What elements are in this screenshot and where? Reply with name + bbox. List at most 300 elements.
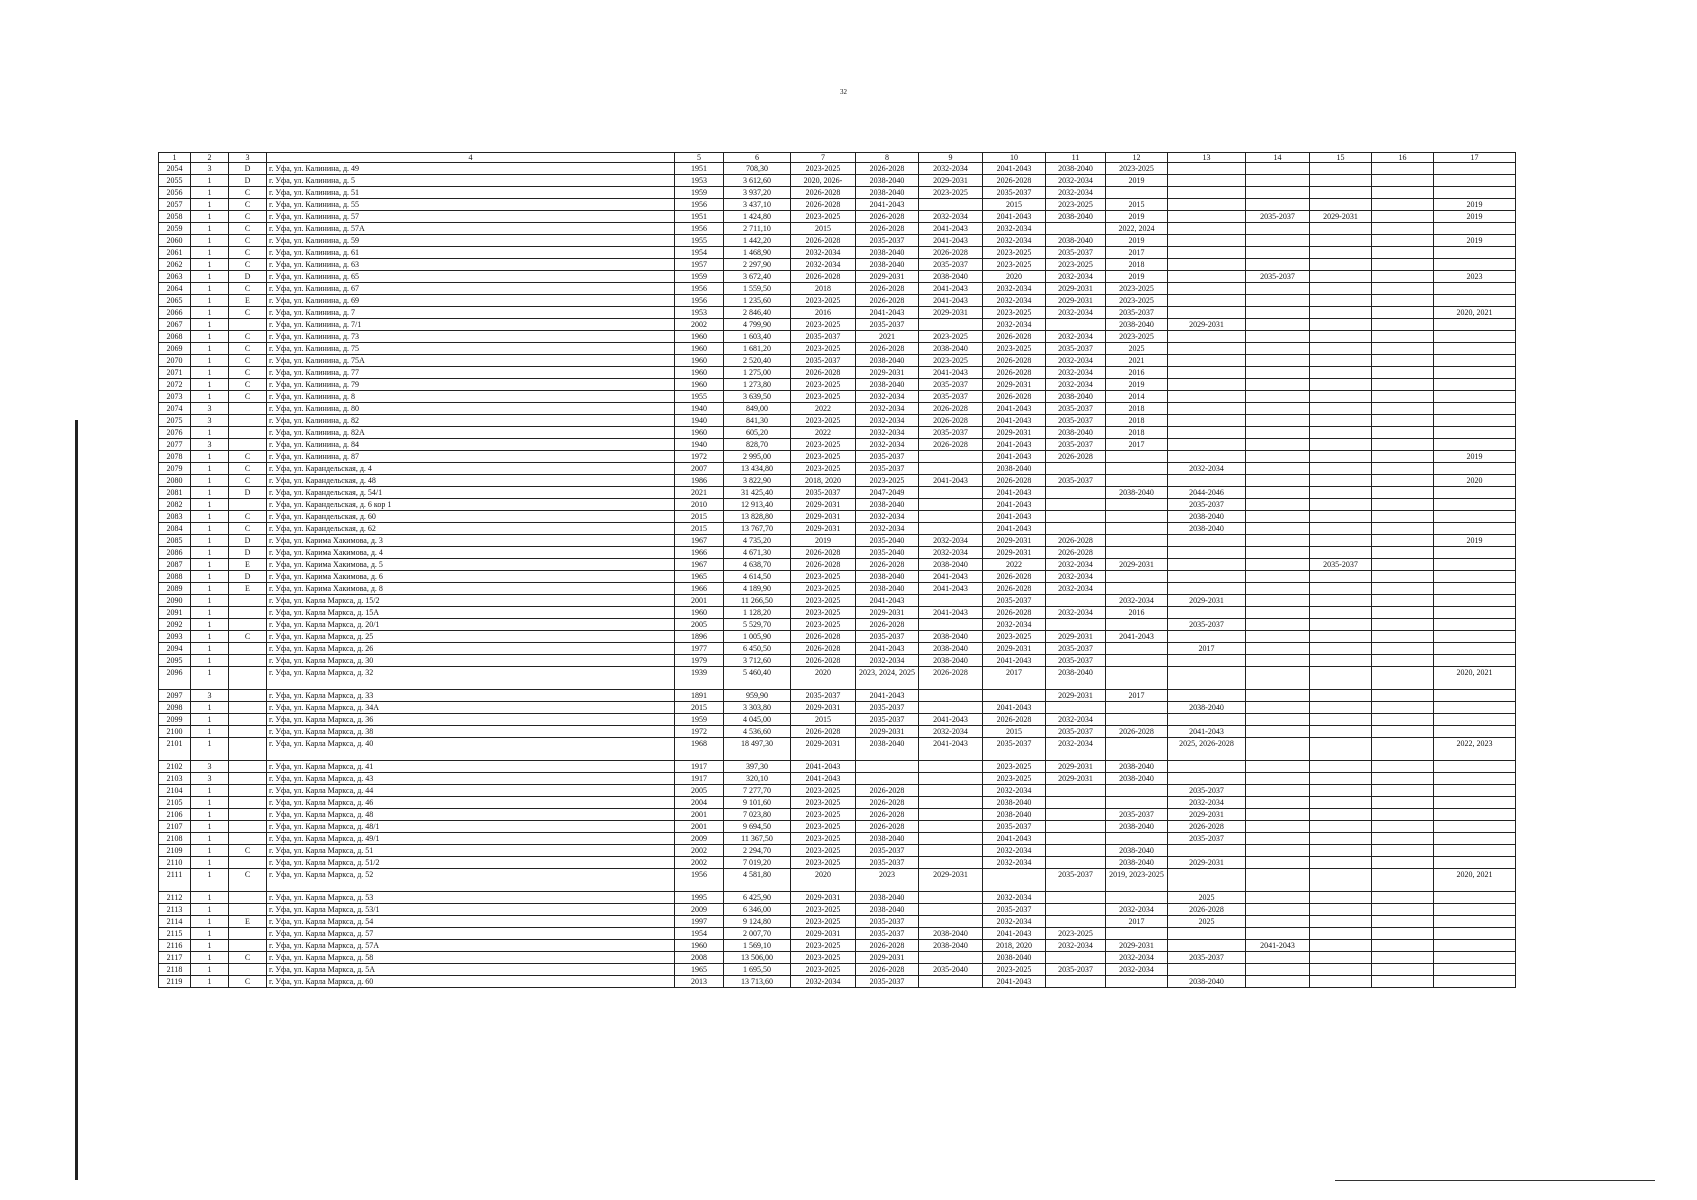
table-cell bbox=[1310, 223, 1372, 235]
table-cell bbox=[1372, 259, 1434, 271]
table-row bbox=[159, 797, 1516, 809]
table-cell bbox=[1372, 451, 1434, 463]
address-cell: г. Уфа, ул. Карла Маркса, д. 38 bbox=[267, 726, 675, 738]
table-cell bbox=[1310, 391, 1372, 403]
table-cell: D bbox=[229, 271, 267, 283]
table-cell bbox=[1046, 523, 1106, 535]
table-cell bbox=[1168, 331, 1246, 343]
table-cell bbox=[1310, 451, 1372, 463]
table-cell: 2035-2037 bbox=[1246, 211, 1310, 223]
table-cell bbox=[1246, 499, 1310, 511]
table-cell bbox=[1310, 785, 1372, 797]
table-cell bbox=[1434, 583, 1516, 595]
table-cell: 2038-2040 bbox=[856, 583, 919, 595]
table-cell: 2041-2043 bbox=[919, 714, 983, 726]
table-cell bbox=[1246, 475, 1310, 487]
table-cell: 2029-2031 bbox=[1310, 211, 1372, 223]
table-row bbox=[159, 643, 1516, 655]
table-cell: 1995 bbox=[675, 892, 724, 904]
table-cell bbox=[1372, 499, 1434, 511]
table-cell bbox=[1246, 619, 1310, 631]
address-cell: г. Уфа, ул. Карима Хакимова, д. 6 bbox=[267, 571, 675, 583]
table-cell: 2094 bbox=[159, 643, 191, 655]
table-cell: 1 005,90 bbox=[724, 631, 791, 643]
table-cell: 2035-2037 bbox=[919, 427, 983, 439]
table-cell: 708,30 bbox=[724, 163, 791, 175]
table-cell: 1959 bbox=[675, 187, 724, 199]
column-number-header: 16 bbox=[1372, 153, 1434, 163]
table-cell: 2004 bbox=[675, 797, 724, 809]
table-cell bbox=[229, 809, 267, 821]
table-cell bbox=[919, 809, 983, 821]
table-row bbox=[159, 271, 1516, 283]
table-cell bbox=[919, 857, 983, 869]
address-cell: г. Уфа, ул. Калинина, д. 67 bbox=[267, 283, 675, 295]
table-cell: 2038-2040 bbox=[1168, 523, 1246, 535]
table-cell: C bbox=[229, 355, 267, 367]
table-cell bbox=[1246, 857, 1310, 869]
table-cell bbox=[1310, 857, 1372, 869]
table-cell bbox=[1434, 892, 1516, 904]
table-cell bbox=[1168, 163, 1246, 175]
table-cell: 1 bbox=[191, 571, 229, 583]
address-cell: г. Уфа, ул. Карла Маркса, д. 41 bbox=[267, 761, 675, 773]
table-cell bbox=[919, 595, 983, 607]
table-cell: 2032-2034 bbox=[983, 619, 1046, 631]
table-cell bbox=[1310, 487, 1372, 499]
table-row bbox=[159, 761, 1516, 773]
table-cell: 2032-2034 bbox=[1046, 714, 1106, 726]
table-cell bbox=[1106, 475, 1168, 487]
table-cell bbox=[1372, 391, 1434, 403]
table-cell: 2032-2034 bbox=[856, 403, 919, 415]
table-cell: 2087 bbox=[159, 559, 191, 571]
table-cell bbox=[1246, 427, 1310, 439]
table-cell: 3 639,50 bbox=[724, 391, 791, 403]
table-cell: 2041-2043 bbox=[983, 976, 1046, 988]
table-cell: 1 bbox=[191, 535, 229, 547]
table-cell bbox=[1046, 463, 1106, 475]
table-cell: 2032-2034 bbox=[983, 223, 1046, 235]
table-cell: D bbox=[229, 487, 267, 499]
table-cell: 2017 bbox=[1106, 247, 1168, 259]
table-cell: 2105 bbox=[159, 797, 191, 809]
table-row bbox=[159, 427, 1516, 439]
table-cell bbox=[1434, 976, 1516, 988]
table-cell bbox=[1310, 869, 1372, 892]
table-cell: 1 bbox=[191, 499, 229, 511]
table-cell: 2079 bbox=[159, 463, 191, 475]
table-cell bbox=[1046, 702, 1106, 714]
table-cell: 2019 bbox=[1434, 199, 1516, 211]
table-cell bbox=[1372, 523, 1434, 535]
table-cell bbox=[1246, 667, 1310, 690]
table-row bbox=[159, 331, 1516, 343]
table-cell: 2035-2037 bbox=[791, 690, 856, 702]
table-cell: 2014 bbox=[1106, 391, 1168, 403]
column-number-header: 4 bbox=[267, 153, 675, 163]
table-cell: 2021 bbox=[856, 331, 919, 343]
table-cell: 2084 bbox=[159, 523, 191, 535]
table-cell bbox=[229, 904, 267, 916]
table-cell: 2018, 2020 bbox=[983, 940, 1046, 952]
table-cell bbox=[1106, 547, 1168, 559]
table-cell: 2035-2037 bbox=[791, 355, 856, 367]
table-cell bbox=[1246, 916, 1310, 928]
table-cell bbox=[919, 892, 983, 904]
table-cell: 2009 bbox=[675, 904, 724, 916]
table-cell bbox=[1372, 211, 1434, 223]
table-cell bbox=[1168, 175, 1246, 187]
table-cell: 2038-2040 bbox=[856, 379, 919, 391]
table-cell: 2035-2037 bbox=[983, 187, 1046, 199]
table-cell bbox=[1372, 511, 1434, 523]
table-cell bbox=[1434, 163, 1516, 175]
table-row bbox=[159, 211, 1516, 223]
table-cell: 2017 bbox=[1168, 643, 1246, 655]
table-cell bbox=[1246, 547, 1310, 559]
table-cell: 1 bbox=[191, 655, 229, 667]
table-cell: 2019 bbox=[791, 535, 856, 547]
table-cell: 1 bbox=[191, 631, 229, 643]
table-cell: 2035-2037 bbox=[1168, 952, 1246, 964]
table-cell: 2086 bbox=[159, 547, 191, 559]
table-cell: 2002 bbox=[675, 857, 724, 869]
table-cell: 7 019,20 bbox=[724, 857, 791, 869]
table-cell bbox=[1310, 331, 1372, 343]
table-cell: 2023-2025 bbox=[791, 319, 856, 331]
table-cell bbox=[919, 319, 983, 331]
table-cell: 2038-2040 bbox=[919, 655, 983, 667]
table-cell: 2038-2040 bbox=[856, 892, 919, 904]
table-cell: C bbox=[229, 367, 267, 379]
table-cell bbox=[1310, 247, 1372, 259]
table-cell: 2026-2028 bbox=[983, 175, 1046, 187]
table-cell: 397,30 bbox=[724, 761, 791, 773]
address-cell: г. Уфа, ул. Карандельская, д. 62 bbox=[267, 523, 675, 535]
table-cell: 2038-2040 bbox=[1168, 511, 1246, 523]
table-cell bbox=[1372, 283, 1434, 295]
address-cell: г. Уфа, ул. Калинина, д. 55 bbox=[267, 199, 675, 211]
table-cell bbox=[1372, 415, 1434, 427]
table-cell bbox=[1434, 821, 1516, 833]
table-cell bbox=[1310, 523, 1372, 535]
table-cell bbox=[1310, 631, 1372, 643]
table-cell: 2026-2028 bbox=[1046, 451, 1106, 463]
table-cell: 2035-2037 bbox=[1046, 247, 1106, 259]
table-cell: 2035-2040 bbox=[856, 535, 919, 547]
table-cell: 2038-2040 bbox=[1168, 976, 1246, 988]
table-cell: 2023 bbox=[1434, 271, 1516, 283]
table-cell: 2029-2031 bbox=[919, 869, 983, 892]
table-cell bbox=[1372, 785, 1434, 797]
table-cell: 4 045,00 bbox=[724, 714, 791, 726]
table-cell: 2035-2037 bbox=[1046, 643, 1106, 655]
table-cell: 1957 bbox=[675, 259, 724, 271]
table-cell bbox=[1434, 559, 1516, 571]
table-cell: 2038-2040 bbox=[983, 809, 1046, 821]
address-cell: г. Уфа, ул. Калинина, д. 65 bbox=[267, 271, 675, 283]
table-cell bbox=[1372, 595, 1434, 607]
table-row bbox=[159, 259, 1516, 271]
table-cell: 2032-2034 bbox=[1046, 271, 1106, 283]
table-cell bbox=[1372, 271, 1434, 283]
table-cell: 2118 bbox=[159, 964, 191, 976]
address-cell: г. Уфа, ул. Карандельская, д. 54/1 bbox=[267, 487, 675, 499]
table-cell bbox=[1310, 535, 1372, 547]
table-row bbox=[159, 631, 1516, 643]
table-cell: C bbox=[229, 187, 267, 199]
table-cell: 1953 bbox=[675, 307, 724, 319]
table-cell: 2016 bbox=[1106, 607, 1168, 619]
table-cell: 2026-2028 bbox=[791, 199, 856, 211]
table-cell bbox=[1310, 403, 1372, 415]
table-cell: 1 bbox=[191, 523, 229, 535]
table-cell: 2 007,70 bbox=[724, 928, 791, 940]
table-cell: 2029-2031 bbox=[856, 271, 919, 283]
table-cell: 1972 bbox=[675, 451, 724, 463]
table-cell bbox=[1434, 379, 1516, 391]
table-cell: 1 bbox=[191, 295, 229, 307]
table-cell bbox=[1246, 415, 1310, 427]
table-cell: 1 bbox=[191, 869, 229, 892]
table-row bbox=[159, 976, 1516, 988]
table-cell bbox=[1310, 655, 1372, 667]
table-cell bbox=[1246, 343, 1310, 355]
address-cell: г. Уфа, ул. Карима Хакимова, д. 8 bbox=[267, 583, 675, 595]
table-cell bbox=[1372, 738, 1434, 761]
address-cell: г. Уфа, ул. Калинина, д. 73 bbox=[267, 331, 675, 343]
table-cell: 3 bbox=[191, 163, 229, 175]
table-cell bbox=[1434, 845, 1516, 857]
table-cell: 2029-2031 bbox=[1168, 319, 1246, 331]
table-row bbox=[159, 451, 1516, 463]
table-cell bbox=[1168, 761, 1246, 773]
table-cell bbox=[1246, 355, 1310, 367]
table-cell: 1 bbox=[191, 223, 229, 235]
table-row bbox=[159, 964, 1516, 976]
table-cell bbox=[1372, 571, 1434, 583]
table-cell bbox=[1168, 427, 1246, 439]
table-cell bbox=[1372, 187, 1434, 199]
table-cell: 2029-2031 bbox=[791, 499, 856, 511]
table-cell bbox=[229, 964, 267, 976]
table-row bbox=[159, 702, 1516, 714]
table-cell: 1966 bbox=[675, 583, 724, 595]
table-cell: C bbox=[229, 199, 267, 211]
table-cell: 2035-2037 bbox=[856, 976, 919, 988]
table-cell bbox=[1372, 247, 1434, 259]
table-cell: 2041-2043 bbox=[856, 595, 919, 607]
table-cell: 3 303,80 bbox=[724, 702, 791, 714]
table-cell: 2023-2025 bbox=[983, 631, 1046, 643]
table-cell: 2029-2031 bbox=[1106, 559, 1168, 571]
table-cell: 2038-2040 bbox=[983, 952, 1046, 964]
table-cell: D bbox=[229, 163, 267, 175]
table-cell: 2110 bbox=[159, 857, 191, 869]
table-cell bbox=[229, 415, 267, 427]
table-cell bbox=[1246, 367, 1310, 379]
table-row bbox=[159, 655, 1516, 667]
table-cell: 9 101,60 bbox=[724, 797, 791, 809]
table-row bbox=[159, 439, 1516, 451]
table-cell bbox=[1434, 403, 1516, 415]
address-cell: г. Уфа, ул. Карима Хакимова, д. 3 bbox=[267, 535, 675, 547]
table-cell: 2023-2025 bbox=[791, 451, 856, 463]
table-cell: 2023-2025 bbox=[983, 247, 1046, 259]
table-cell bbox=[1434, 702, 1516, 714]
table-cell: 2038-2040 bbox=[919, 271, 983, 283]
table-cell: 2032-2034 bbox=[1046, 607, 1106, 619]
table-cell: 2057 bbox=[159, 199, 191, 211]
table-cell: 2001 bbox=[675, 821, 724, 833]
table-cell bbox=[1434, 427, 1516, 439]
table-cell: D bbox=[229, 175, 267, 187]
table-cell bbox=[1372, 702, 1434, 714]
table-cell: 2065 bbox=[159, 295, 191, 307]
table-cell: 2041-2043 bbox=[919, 571, 983, 583]
table-cell: 2029-2031 bbox=[983, 643, 1046, 655]
table-cell: 2026-2028 bbox=[791, 726, 856, 738]
table-cell: 2 846,40 bbox=[724, 307, 791, 319]
table-cell: 1 603,40 bbox=[724, 331, 791, 343]
table-cell: 959,90 bbox=[724, 690, 791, 702]
table-cell bbox=[1372, 547, 1434, 559]
table-cell: 2023-2025 bbox=[791, 463, 856, 475]
table-cell bbox=[1310, 367, 1372, 379]
table-cell bbox=[1310, 439, 1372, 451]
address-cell: г. Уфа, ул. Карла Маркса, д. 26 bbox=[267, 643, 675, 655]
table-cell: 1940 bbox=[675, 403, 724, 415]
table-cell: 2023-2025 bbox=[791, 797, 856, 809]
address-cell: г. Уфа, ул. Карла Маркса, д. 44 bbox=[267, 785, 675, 797]
table-cell: 2032-2034 bbox=[1046, 175, 1106, 187]
table-cell bbox=[1246, 833, 1310, 845]
table-cell: 2023-2025 bbox=[1106, 295, 1168, 307]
table-cell: 2038-2040 bbox=[856, 175, 919, 187]
column-number-header: 17 bbox=[1434, 153, 1516, 163]
address-cell: г. Уфа, ул. Калинина, д. 5 bbox=[267, 175, 675, 187]
table-row bbox=[159, 283, 1516, 295]
table-cell: D bbox=[229, 547, 267, 559]
table-cell: 2018 bbox=[1106, 403, 1168, 415]
table-cell: 2035-2037 bbox=[1046, 403, 1106, 415]
table-cell: 2 294,70 bbox=[724, 845, 791, 857]
table-cell: 2029-2031 bbox=[1168, 809, 1246, 821]
table-cell bbox=[229, 702, 267, 714]
table-cell: 2029-2031 bbox=[1046, 690, 1106, 702]
table-cell: 2025 bbox=[1106, 343, 1168, 355]
table-cell bbox=[1168, 690, 1246, 702]
table-cell bbox=[1434, 319, 1516, 331]
table-cell bbox=[1106, 797, 1168, 809]
table-cell: 2025 bbox=[1168, 892, 1246, 904]
table-cell: 2023-2025 bbox=[791, 583, 856, 595]
table-cell bbox=[1168, 869, 1246, 892]
address-cell: г. Уфа, ул. Карла Маркса, д. 32 bbox=[267, 667, 675, 690]
table-cell bbox=[1310, 511, 1372, 523]
table-cell: 2035-2037 bbox=[856, 928, 919, 940]
address-cell: г. Уфа, ул. Карла Маркса, д. 48/1 bbox=[267, 821, 675, 833]
table-cell bbox=[1372, 916, 1434, 928]
table-cell: 2023-2025 bbox=[1046, 199, 1106, 211]
table-cell bbox=[1434, 619, 1516, 631]
table-cell: 1 bbox=[191, 845, 229, 857]
table-cell: 2023-2025 bbox=[791, 571, 856, 583]
table-cell bbox=[1434, 916, 1516, 928]
table-row bbox=[159, 952, 1516, 964]
table-cell: 2029-2031 bbox=[791, 928, 856, 940]
address-cell: г. Уфа, ул. Калинина, д. 7/1 bbox=[267, 319, 675, 331]
table-cell: 1 bbox=[191, 235, 229, 247]
table-cell: 2026-2028 bbox=[791, 271, 856, 283]
table-cell: 2038-2040 bbox=[919, 631, 983, 643]
table-cell bbox=[1246, 451, 1310, 463]
table-cell bbox=[1168, 199, 1246, 211]
table-cell: C bbox=[229, 259, 267, 271]
table-cell: 2035-2037 bbox=[1168, 619, 1246, 631]
table-cell: 1 424,80 bbox=[724, 211, 791, 223]
table-cell: C bbox=[229, 511, 267, 523]
table-cell bbox=[1434, 355, 1516, 367]
table-cell: 2023-2025 bbox=[1106, 283, 1168, 295]
table-cell bbox=[1246, 690, 1310, 702]
table-cell: 1 bbox=[191, 319, 229, 331]
table-cell: 2107 bbox=[159, 821, 191, 833]
table-row bbox=[159, 475, 1516, 487]
table-cell: 2032-2034 bbox=[856, 415, 919, 427]
table-cell: 2041-2043 bbox=[983, 211, 1046, 223]
table-cell bbox=[1046, 833, 1106, 845]
table-cell bbox=[1434, 726, 1516, 738]
table-cell bbox=[1310, 797, 1372, 809]
table-cell: 1960 bbox=[675, 355, 724, 367]
address-cell: г. Уфа, ул. Карла Маркса, д. 43 bbox=[267, 773, 675, 785]
table-cell: 2091 bbox=[159, 607, 191, 619]
table-cell: 2022 bbox=[791, 403, 856, 415]
table-cell: 2016 bbox=[1106, 367, 1168, 379]
table-cell: 1 bbox=[191, 559, 229, 571]
table-cell: 1960 bbox=[675, 343, 724, 355]
table-cell bbox=[1246, 797, 1310, 809]
table-cell bbox=[1310, 619, 1372, 631]
table-cell bbox=[919, 797, 983, 809]
table-cell bbox=[1372, 295, 1434, 307]
table-cell: 2035-2037 bbox=[856, 319, 919, 331]
table-cell: 2026-2028 bbox=[791, 559, 856, 571]
table-cell bbox=[1434, 523, 1516, 535]
table-cell bbox=[229, 797, 267, 809]
table-cell: 2038-2040 bbox=[856, 187, 919, 199]
table-cell bbox=[1434, 631, 1516, 643]
table-cell bbox=[1434, 547, 1516, 559]
table-cell bbox=[1246, 391, 1310, 403]
table-cell: 2041-2043 bbox=[983, 487, 1046, 499]
table-cell: 2019 bbox=[1434, 535, 1516, 547]
table-cell bbox=[229, 892, 267, 904]
table-row bbox=[159, 940, 1516, 952]
table-cell: 2026-2028 bbox=[856, 559, 919, 571]
address-cell: г. Уфа, ул. Калинина, д. 75А bbox=[267, 355, 675, 367]
table-cell bbox=[1246, 487, 1310, 499]
table-cell: 2032-2034 bbox=[1106, 595, 1168, 607]
table-cell: 2023, 2024, 2025 bbox=[856, 667, 919, 690]
table-cell: 9 694,50 bbox=[724, 821, 791, 833]
table-cell: 2001 bbox=[675, 595, 724, 607]
table-cell bbox=[1246, 892, 1310, 904]
table-cell: C bbox=[229, 845, 267, 857]
address-cell: г. Уфа, ул. Калинина, д. 51 bbox=[267, 187, 675, 199]
